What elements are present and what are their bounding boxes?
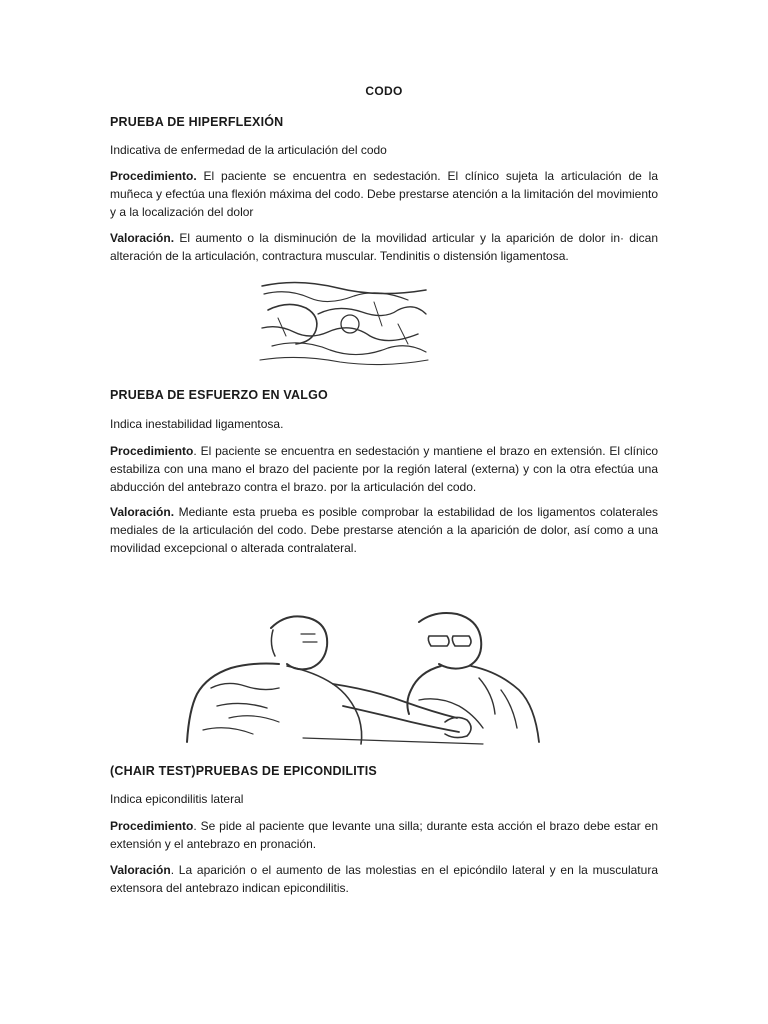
assessment-paragraph <box>110 229 658 265</box>
assessment-text: Mediante esta prueba es posible comprobar la estabilidad de los ligamentos colaterales mediales de la articulación del codo. Debe prestarse atención a la aparición de dolor, así como a una movilidad excepcional o alterada contralateral. <box>110 505 658 555</box>
assessment-paragraph <box>110 861 658 897</box>
section-intro: Indicativa de enfermedad de la articulación del codo <box>110 143 387 157</box>
procedure-paragraph <box>110 817 658 853</box>
valgus-stress-test-sketch <box>183 610 545 746</box>
hyperflexion-test-sketch <box>258 280 430 366</box>
section-intro: Indica epicondilitis lateral <box>110 792 244 806</box>
procedure-text: . El paciente se encuentra en sedestación y mantiene el brazo en extensión. El clínico estabiliza con una mano el brazo del paciente por la región lateral (externa) y con la otra efectúa una abducción del antebrazo contra el brazo. por la articulación del codo. <box>110 444 658 494</box>
assessment-label: Valoración. <box>110 231 175 245</box>
procedure-label: Procedimiento <box>110 444 194 458</box>
section-heading-epicondilitis: (CHAIR TEST)PRUEBAS DE EPICONDILITIS <box>110 764 377 778</box>
assessment-text: El aumento o la disminución de la movilidad articular y la aparición de dolor in· dican alteración de la articulación, contractura muscular. Tendinitis o distensión ligamentosa. <box>110 231 658 263</box>
section-heading-hiperflexion: PRUEBA DE HIPERFLEXIÓN <box>110 115 284 129</box>
procedure-text: El paciente se encuentra en sedestación. El clínico sujeta la articulación de la muñeca y efectúa una flexión máxima del codo. Debe prestarse atención a la limitación del movimiento y a la localización del dolor <box>110 169 658 219</box>
section-intro: Indica inestabilidad ligamentosa. <box>110 417 284 431</box>
procedure-label: Procedimiento <box>110 819 194 833</box>
procedure-text: . Se pide al paciente que levante una silla; durante esta acción el brazo debe estar en extensión y el antebrazo en pronación. <box>110 819 658 851</box>
assessment-label: Valoración <box>110 863 171 877</box>
doc-title: CODO <box>365 84 403 98</box>
assessment-text: . La aparición o el aumento de las molestias en el epicóndilo lateral y en la musculatura extensora del antebrazo indican epicondilitis. <box>110 863 658 895</box>
procedure-paragraph <box>110 442 658 496</box>
procedure-paragraph <box>110 167 658 221</box>
section-heading-valgo: PRUEBA DE ESFUERZO EN VALGO <box>110 388 328 402</box>
procedure-label: Procedimiento. <box>110 169 197 183</box>
assessment-label: Valoración. <box>110 505 175 519</box>
assessment-paragraph <box>110 503 658 557</box>
